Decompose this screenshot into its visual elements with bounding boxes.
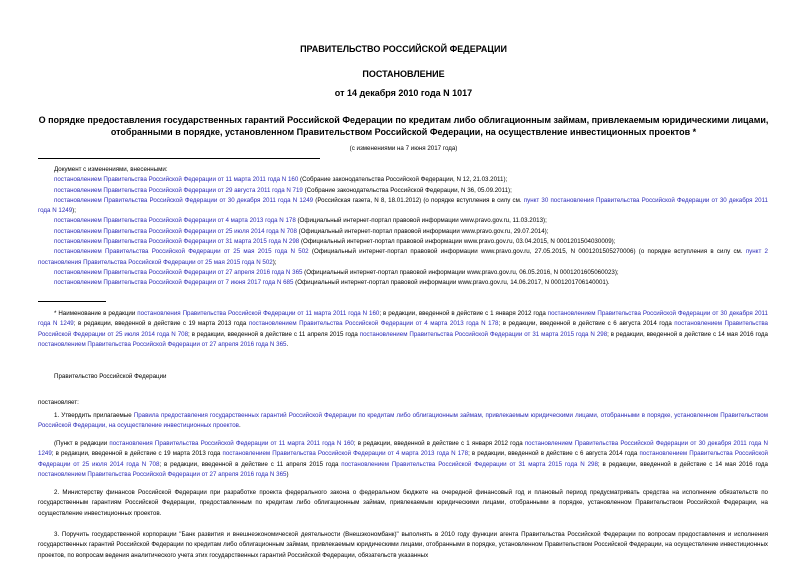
- note-link[interactable]: постановления Правительства Российской Федерации от 11 марта 2011 года N 160: [109, 440, 354, 447]
- list-item: постановлением Правительства Российской Федерации от 29 августа 2011 года N 719 (Собрание законодательства Российской Федерации, N 36, 05.09.2011);: [54, 186, 512, 194]
- government-line: Правительство Российской Федерации: [54, 373, 167, 380]
- list-item: постановлением Правительства Российской Федерации от 11 марта 2011 года N 160 (Собрание законодательства Российской Федерации, N 12, 21.03.2011);: [54, 176, 508, 184]
- document-title-line: О порядке предоставления государственных гарантий Российской Федерации по кредитам либо облигационным займам, привлекаемым юридическими лицами,: [38, 115, 769, 125]
- change-link[interactable]: постановлением Правительства Российской Федерации от 25 июля 2014 года N 708: [54, 227, 297, 235]
- note-link[interactable]: постановлением Правительства Российской Федерации от 4 марта 2013 года N 178: [222, 450, 469, 458]
- doc-type-heading: ПОСТАНОВЛЕНИЕ: [362, 69, 445, 79]
- change-link[interactable]: пункт 30 постановления Правительства Российской Федерации от 30 декабря 2011 года N 1249: [38, 196, 768, 215]
- footnote-link[interactable]: постановлением Правительства Российской Федерации от 30 декабря 2011 года N 1249: [38, 310, 768, 328]
- changes-date: (с изменениями на 7 июня 2017 года): [349, 145, 458, 152]
- item-1-note: (Пункт в редакции постановления Правительства Российской Федерации от 11 марта 2011 года N 160; в редакции, введенной в действие с 1 января 2012 года постановлением Правительства Российской Федерации от 30 декабря 2011 года N 1249; в редакции, введенной в действие с 19 марта 2013 года постановлением Правительства Российской Федерации от 4 марта 2013 года N 178; в редакции, введенной в действие с 6 августа 2014 года постановлением Правительства Российской Федерации от 25 июля 2014 года N 708; в редакции, введенной в действие с 11 апреля 2015 года постановлением Правительства Российской Федерации от 31 марта 2015 года N 298; в редакции, введенной в действие с 14 мая 2016 года постановлением Правительства Российской Федерации от 27 апреля 2016 года N 365): [38, 440, 769, 478]
- date-number-heading: от 14 декабря 2010 года N 1017: [334, 88, 473, 98]
- change-link[interactable]: пункт 2 постановления Правительства Российской Федерации от 25 мая 2015 года N 502: [38, 248, 768, 266]
- footnote-link[interactable]: постановлением Правительства Российской Федерации от 31 марта 2015 года N 298: [359, 330, 608, 338]
- document-title: [0, 114, 807, 138]
- document-title-line: отобранными в порядке, установленном Правительством Российской Федерации, на осуществление инвестиционных проектов *: [110, 127, 697, 137]
- change-link[interactable]: постановлением Правительства Российской Федерации от 25 мая 2015 года N 502: [54, 248, 309, 256]
- list-item: постановлением Правительства Российской Федерации от 25 мая 2015 года N 502 (Официальный интернет-портал правовой информации www.pravo.gov.ru, 27.05.2015, N 0001201505270006) (о порядке вступления в силу см. пункт 2 постановления Правительства Российской Федерации от 25 мая 2015 года N 502);: [38, 248, 768, 266]
- footnote-link[interactable]: постановлением Правительства Российской Федерации от 4 марта 2013 года N 178: [248, 320, 499, 328]
- item-1: 1. Утвердить прилагаемые Правила предоставления государственных гарантий Российской Федерации по кредитам либо облигационным займам, привлекаемым юридическими лицами, отобранными в порядке, установленном Правительством Российской Федерации, на осуществление инвестиционных проектов.: [38, 412, 768, 430]
- change-link[interactable]: постановлением Правительства Российской Федерации от 31 марта 2015 года N 298: [54, 238, 300, 246]
- list-item: постановлением Правительства Российской Федерации от 7 июня 2017 года N 685 (Официальный интернет-портал правовой информации www.pravo.gov.ru, 14.06.2017, N 0001201706140001).: [54, 279, 610, 287]
- list-item: постановлением Правительства Российской Федерации от 27 апреля 2016 года N 365 (Официальный интернет-портал правовой информации www.pravo.gov.ru, 06.05.2016, N 0001201605060023);: [54, 268, 619, 276]
- list-item: постановлением Правительства Российской Федерации от 30 декабря 2011 года N 1249 (Российская газета, N 8, 18.01.2012) (о порядке вступления в силу см. пункт 30 постановления Правительства Российской Федерации от 30 декабря 2011 года N 1249);: [38, 196, 768, 215]
- org-heading: ПРАВИТЕЛЬСТВО РОССИЙСКОЙ ФЕДЕРАЦИИ: [300, 44, 507, 54]
- list-item: постановлением Правительства Российской Федерации от 25 июля 2014 года N 708 (Официальный интернет-портал правовой информации www.pravo.gov.ru, 29.07.2014);: [54, 227, 549, 235]
- rules-link[interactable]: Правила предоставления государственных гарантий Российской Федерации по кредитам либо облигационным займам, привлекаемым юридическими лицами, отобранными в порядке, установленном Правительством Российской Федерации, на осуществление инвестиционных проектов: [38, 412, 768, 430]
- footnote-divider: [38, 301, 106, 302]
- note-link[interactable]: постановлением Правительства Российской Федерации от 27 апреля 2016 года N 365: [38, 470, 287, 478]
- note-link[interactable]: постановлением Правительства Российской Федерации от 31 марта 2015 года N 298: [341, 460, 598, 468]
- footnote-link[interactable]: постановлением Правительства Российской Федерации от 25 июля 2014 года N 708: [38, 320, 768, 338]
- footnote-link[interactable]: постановлением Правительства Российской Федерации от 27 апреля 2016 года N 365: [38, 340, 287, 348]
- change-link[interactable]: постановлением Правительства Российской Федерации от 7 июня 2017 года N 685: [54, 279, 294, 287]
- item-3: 3. Поручить государственной корпорации "Банк развития и внешнеэкономической деятельности (Внешэкономбанк)" выполнять в 2010 году функции агента Правительства Российской Федерации по вопросам предоставления и исполнения государственных гарантий Российской Федерации по кредитам либо облигационным займам, привлекаемым юридическими лицами, отобранными в порядке, установленном Правительством Российской Федерации, на осуществление инвестиционных проектов, по вопросам ведения аналитического учета этих государственных гарантий Российской Федерации, обязательств указанных: [38, 531, 768, 559]
- decides-line: постановляет:: [38, 399, 79, 406]
- change-link[interactable]: постановлением Правительства Российской Федерации от 27 апреля 2016 года N 365: [54, 268, 303, 276]
- divider: [38, 158, 320, 159]
- item-2: 2. Министерству финансов Российской Федерации при разработке проекта федерального закона о федеральном бюджете на очередной финансовый год и плановый период предусматривать средства на исполнение обязательств по государственным гарантиям Российской Федерации, предоставленным по кредитам либо облигационным займам, привлекаемым юридическими лицами, отобранными в порядке, установленном Правительством Российской Федерации, на осуществление инвестиционных проектов.: [38, 489, 768, 517]
- list-item: постановлением Правительства Российской Федерации от 4 марта 2013 года N 178 (Официальный интернет-портал правовой информации www.pravo.gov.ru, 11.03.2013);: [54, 217, 547, 225]
- changes-list: [38, 165, 768, 289]
- note-link[interactable]: постановлением Правительства Российской Федерации от 30 декабря 2011 года N 1249: [38, 440, 768, 458]
- changes-intro: Документ с изменениями, внесенными:: [54, 166, 168, 173]
- change-link[interactable]: постановлением Правительства Российской Федерации от 4 марта 2013 года N 178: [54, 217, 296, 225]
- change-link[interactable]: постановлением Правительства Российской Федерации от 29 августа 2011 года N 719: [54, 186, 303, 194]
- note-link[interactable]: постановлением Правительства Российской Федерации от 25 июля 2014 года N 708: [38, 450, 769, 468]
- list-item: постановлением Правительства Российской Федерации от 31 марта 2015 года N 298 (Официальный интернет-портал правовой информации www.pravo.gov.ru, 03.04.2015, N 0001201504030009);: [54, 238, 616, 246]
- change-link[interactable]: постановлением Правительства Российской Федерации от 11 марта 2011 года N 160: [54, 176, 299, 184]
- footnote-link[interactable]: постановления Правительства Российской Федерации от 11 марта 2011 года N 160: [137, 310, 380, 317]
- footnote: * Наименование в редакции постановления Правительства Российской Федерации от 11 марта 2011 года N 160; в редакции, введенной в действие с 1 января 2012 года постановлением Правительства Российской Федерации от 30 декабря 2011 года N 1249; в редакции, введенной в действие с 19 марта 2013 года постановлением Правительства Российской Федерации от 4 марта 2013 года N 178; в редакции, введенной в действие с 6 августа 2014 года постановлением Правительства Российской Федерации от 25 июля 2014 года N 708; в редакции, введенной в действие с 11 апреля 2015 года постановлением Правительства Российской Федерации от 31 марта 2015 года N 298; в редакции, введенной в действие с 14 мая 2016 года постановлением Правительства Российской Федерации от 27 апреля 2016 года N 365.: [38, 310, 768, 348]
- change-link[interactable]: постановлением Правительства Российской Федерации от 30 декабря 2011 года N 1249: [54, 196, 314, 204]
